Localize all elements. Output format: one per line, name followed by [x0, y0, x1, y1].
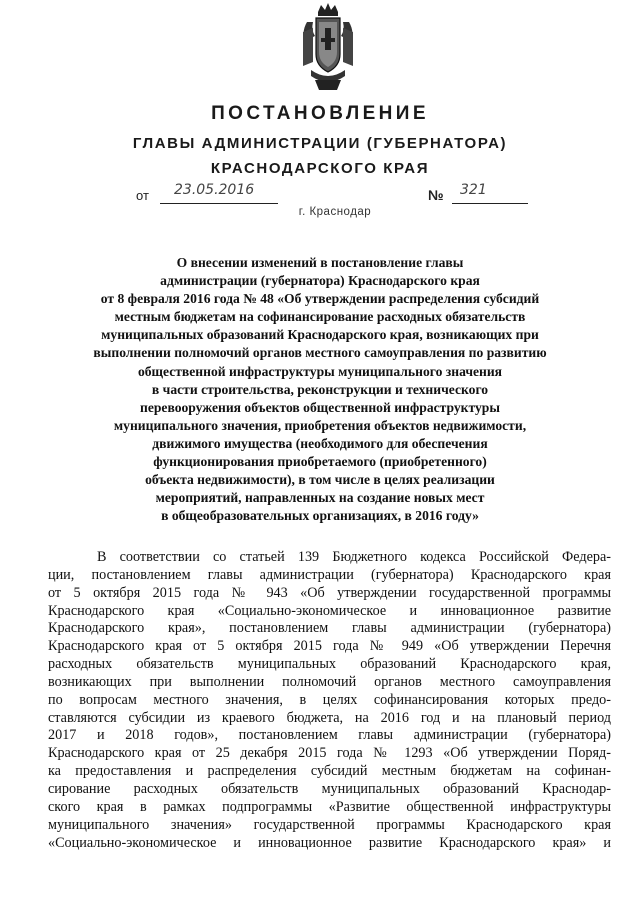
body-line: Краснодарского края от 25 декабря 2015 года № 1293 «Об утверждении Поряд-	[48, 745, 611, 762]
subject-line: от 8 февраля 2016 года № 48 «Об утверждении распределения субсидий	[100, 291, 540, 307]
body-line: ставляются субсидии из краевого бюджета, на 2016 год и на плановый период	[48, 709, 611, 726]
body-line: по вопросам местного значения, в целях софинансирования которых предо-	[48, 691, 611, 708]
body-line: Краснодарского края», постановлением главы администрации (губернатора)	[48, 620, 611, 637]
body-line: 2017 и 2018 годов», постановлением главы администрации (губернатора)	[48, 727, 611, 744]
subject-line: в части строительства, реконструкции и технического	[151, 381, 489, 397]
subject-line: объекта недвижимости), в том числе в целях реализации	[145, 472, 495, 488]
body-line: «Социально-экономическое и инновационное развитие Краснодарского края» и	[48, 834, 611, 851]
issuer-line-1: ГЛАВЫ АДМИНИСТРАЦИИ (ГУБЕРНАТОРА)	[132, 135, 508, 152]
subject-line: движимого имущества (необходимого для обеспечения	[152, 435, 488, 451]
subject-line: выполнении полномочий органов местного самоуправления по развитию	[93, 345, 547, 361]
body-line: муниципального значения» государственной программы Краснодарского края	[48, 816, 611, 833]
handwritten-number: 321	[452, 182, 528, 204]
resolution-subject	[60, 254, 580, 525]
body-line: от 5 октября 2015 года № 943 «Об утверждении государственной программы	[48, 584, 611, 601]
issuer-line-2: КРАСНОДАРСКОГО КРАЯ	[210, 160, 430, 177]
subject-line: в общеобразовательных организациях, в 2016 году»	[161, 508, 479, 524]
subject-line: муниципального значения, приобретения объектов недвижимости,	[113, 417, 527, 433]
body-line: расходных обязательств муниципальных образований Краснодарского края,	[48, 656, 611, 673]
subject-line: общественной инфраструктуры муниципального значения	[137, 363, 503, 379]
body-line: В соответствии со статьей 139 Бюджетного кодекса Российской Федера-	[97, 549, 611, 565]
subject-line: мероприятий, направленных на создание новых мест	[155, 490, 485, 506]
handwritten-date: 23.05.2016	[160, 182, 278, 204]
document-type-title: ПОСТАНОВЛЕНИЕ	[211, 103, 429, 124]
subject-line: перевооружения объектов общественной инфраструктуры	[139, 399, 500, 415]
subject-line: муниципальных образований Краснодарского края, возникающих при	[101, 327, 539, 343]
body-paragraph	[48, 549, 611, 852]
body-line: ка предоставления и распределения субсидий местным бюджетам на софинан-	[48, 763, 611, 780]
body-line: Краснодарского края «Социально-экономическое и инновационное развитие	[48, 602, 611, 619]
body-line: ции, постановлением главы администрации (губернатора) Краснодарского края	[48, 566, 611, 583]
subject-line: местным бюджетам на софинансирование расходных обязательств	[114, 309, 526, 325]
body-line: сирование расходных обязательств муниципальных образований Краснодар-	[48, 780, 611, 797]
subject-line: функционирования приобретаемого (приобретенного)	[153, 454, 487, 470]
body-line: возникающих при выполнении полномочий органов местного самоуправления	[48, 673, 611, 690]
city-label: г. Краснодар	[298, 206, 372, 218]
subject-line: О внесении изменений в постановление главы	[176, 255, 464, 270]
body-line: Краснодарского края от 5 октября 2015 года № 949 «Об утверждении Перечня	[48, 638, 611, 655]
number-prefix: №	[428, 187, 444, 203]
date-prefix: от	[136, 188, 149, 203]
subject-line: администрации (губернатора) Краснодарского края	[160, 273, 480, 289]
body-line: ского края в рамках подпрограммы «Развитие общественной инфраструктуры	[48, 798, 611, 815]
krasnodar-coat-of-arms-icon	[299, 2, 357, 92]
